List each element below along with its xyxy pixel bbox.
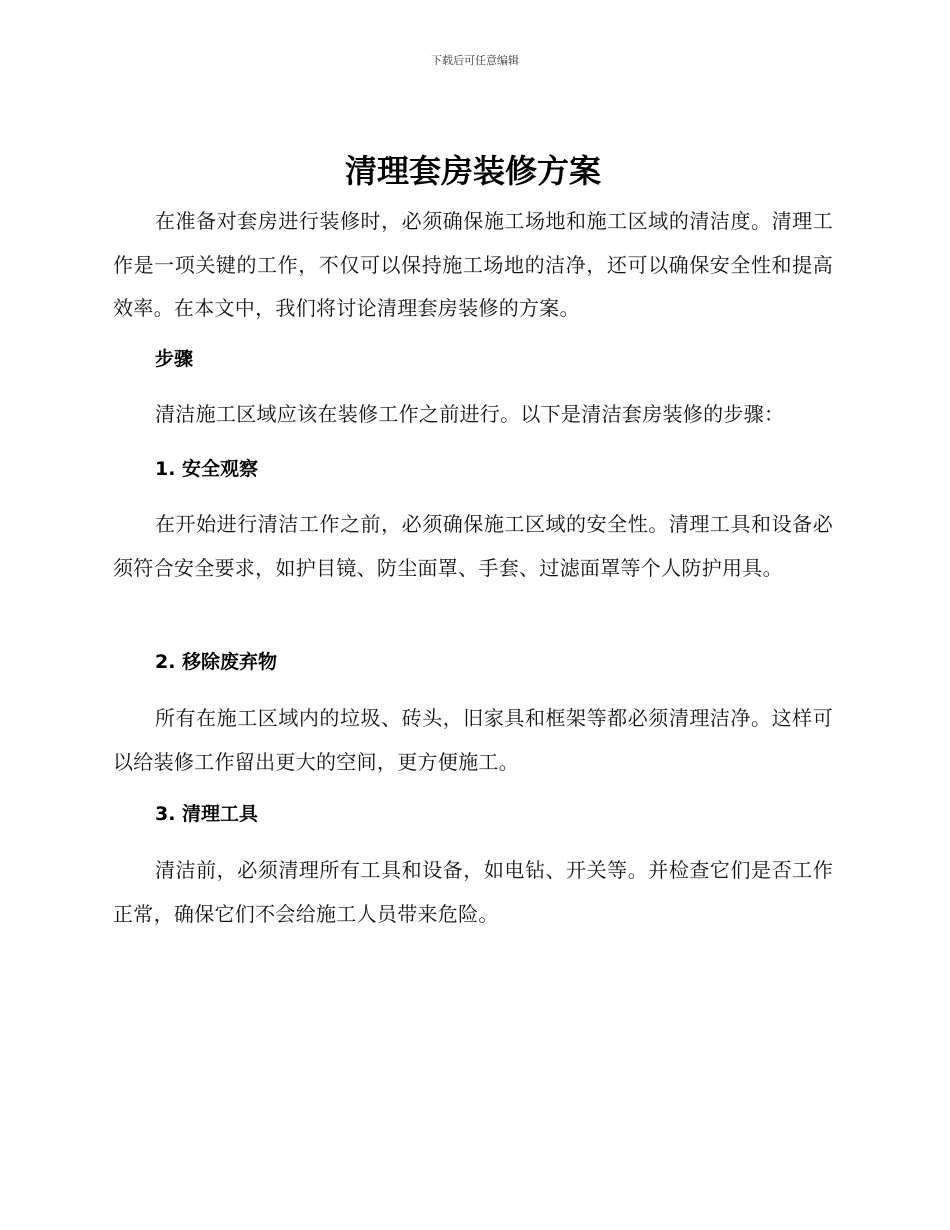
section-body-safety: 在开始进行清洁工作之前，必须确保施工区域的安全性。清理工具和设备必须符合安全要求，如护目镜、防尘面罩、手套、过滤面罩等个人防护用具。: [113, 512, 833, 580]
section-heading-safety: 1. 安全观察: [155, 458, 259, 480]
section-body-tools: 清洁前，必须清理所有工具和设备，如电钻、开关等。并检查它们是否工作正常，确保它们不会给施工人员带来危险。: [113, 858, 833, 926]
steps-heading: 步骤: [155, 348, 194, 370]
section-heading-tools: 3. 清理工具: [155, 803, 259, 825]
steps-intro-paragraph: 清洁施工区域应该在装修工作之前进行。以下是清洁套房装修的步骤：: [155, 402, 785, 426]
page-header: 下载后可任意编辑: [431, 54, 519, 67]
section-heading-waste: 2. 移除废弃物: [155, 651, 278, 673]
document-title: 清理套房装修方案: [344, 152, 601, 190]
intro-paragraph: 在准备对套房进行装修时，必须确保施工场地和施工区域的清洁度。清理工作是一项关键的工作，不仅可以保持施工场地的洁净，还可以确保安全性和提高效率。在本文中，我们将讨论清理套房装修的方案。: [113, 209, 833, 320]
section-body-waste: 所有在施工区域内的垃圾、砖头，旧家具和框架等都必须清理洁净。这样可以给装修工作留出更大的空间，更方便施工。: [113, 706, 833, 774]
